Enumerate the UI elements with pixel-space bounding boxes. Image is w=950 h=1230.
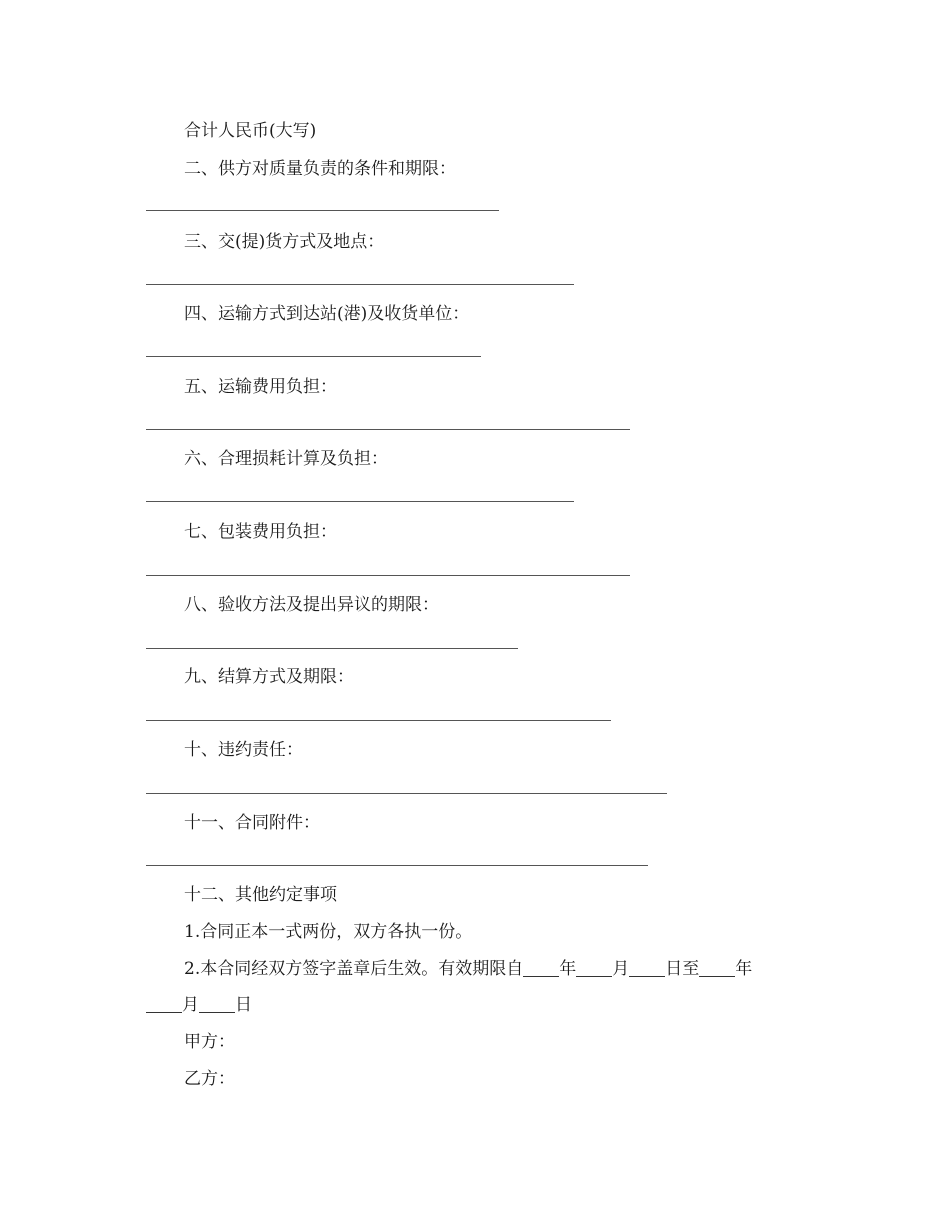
party-b-label: 乙方：: [184, 1069, 235, 1089]
party-a-label: 甲方：: [184, 1032, 235, 1052]
blank-start-day: [629, 959, 665, 977]
clause-7-fill-line: [146, 575, 630, 576]
clause-11-title: 十一、合同附件：: [184, 813, 320, 833]
clause-6-title: 六、合理损耗计算及负担：: [184, 449, 388, 469]
blank-start-month: [576, 959, 612, 977]
year-unit: 年: [559, 959, 577, 979]
clause-5-title: 五、运输费用负担：: [184, 377, 337, 397]
blank-end-year: [699, 959, 735, 977]
clause-8-fill-line: [146, 648, 518, 649]
clause-4-fill-line: [146, 356, 481, 357]
other-item-2-continued: [146, 994, 252, 1016]
clause-2-title: 二、供方对质量负责的条件和期限：: [184, 159, 456, 179]
year-unit-2: 年: [735, 959, 753, 979]
clause-10-title: 十、违约责任：: [184, 740, 303, 760]
day-unit-2: 日: [235, 995, 252, 1015]
item-2-text: 2.本合同经双方签字盖章后生效。有效期限自: [184, 959, 524, 979]
clause-9-title: 九、结算方式及期限：: [184, 667, 354, 687]
clause-3-title: 三、交(提)货方式及地点：: [184, 232, 385, 252]
clause-9-fill-line: [146, 720, 611, 721]
other-item-1: 1.合同正本一式两份，双方各执一份。: [184, 922, 473, 942]
clause-7-title: 七、包装费用负担：: [184, 522, 337, 542]
other-item-2: [184, 958, 752, 980]
month-unit: 月: [612, 959, 630, 979]
day-to-unit: 日至: [665, 959, 700, 979]
clause-2-fill-line: [146, 210, 499, 211]
clause-8-title: 八、验收方法及提出异议的期限：: [184, 595, 439, 615]
clause-10-fill-line: [146, 793, 667, 794]
blank-end-day: [199, 995, 235, 1013]
blank-start-year: [523, 959, 559, 977]
blank-end-month: [146, 995, 182, 1013]
clause-6-fill-line: [146, 501, 574, 502]
total-amount-line: 合计人民币(大写): [184, 121, 317, 141]
clause-11-fill-line: [146, 865, 648, 866]
clause-5-fill-line: [146, 429, 630, 430]
clause-4-title: 四、运输方式到达站(港)及收货单位：: [184, 304, 470, 324]
clause-12-title: 十二、其他约定事项: [184, 885, 337, 905]
month-unit-2: 月: [182, 995, 199, 1015]
clause-3-fill-line: [146, 284, 574, 285]
